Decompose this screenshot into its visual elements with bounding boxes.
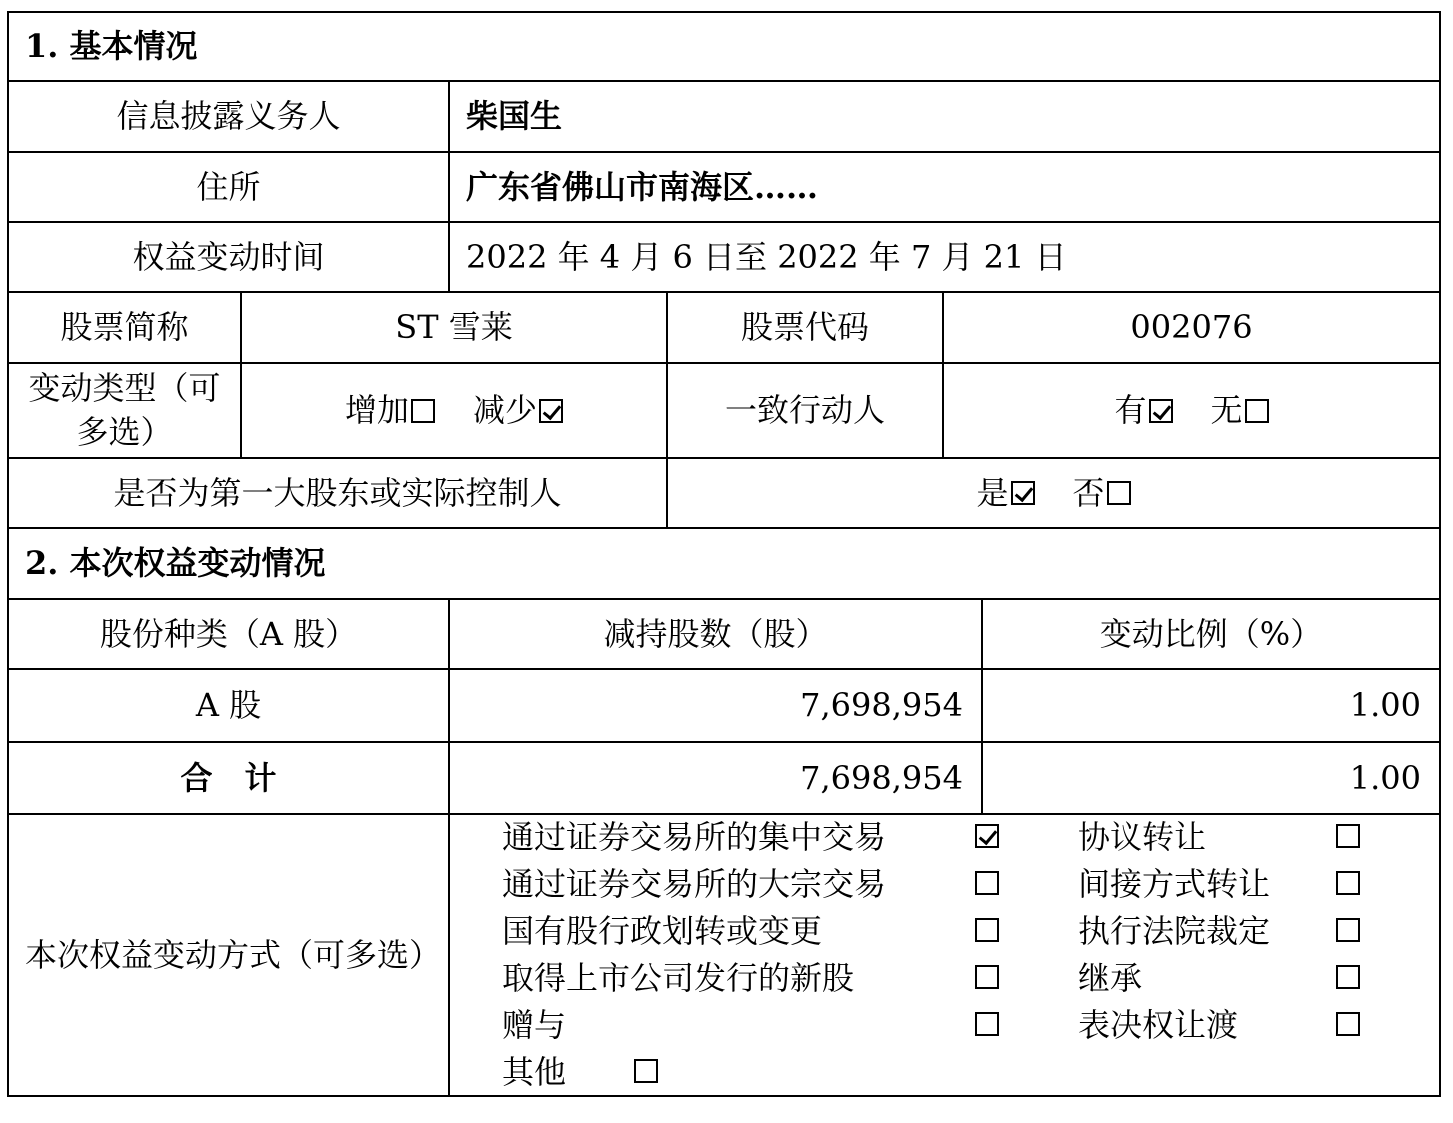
change-type-label: 变动类型（可多选） [28,369,221,451]
decrease-checkbox[interactable] [539,399,563,423]
increase-checkbox[interactable] [411,399,435,423]
method-checkbox-other[interactable] [634,1059,658,1083]
change-time-value: 2022 年 4 月 6 日至 2022 年 7 月 21 日 [466,237,1067,276]
method-checkbox-gift[interactable] [975,1012,999,1036]
total-shares-value: 7,698,954 [800,758,963,797]
method-option-label: 间接方式转让 [1078,865,1271,903]
rule [7,1095,1441,1097]
change-time-label: 权益变动时间 [132,237,325,276]
method-checkbox-block-trade[interactable] [975,871,999,895]
controller-yes-label: 是 [976,473,1009,512]
change-type-options [242,364,666,457]
address-label: 住所 [196,167,261,206]
reduced-shares-header: 减持股数（股） [603,614,828,653]
controller-no-label: 否 [1072,473,1105,512]
share-type-header: 股份种类（A 股） [99,614,358,653]
change-ratio-header: 变动比例（%） [1099,614,1323,653]
increase-option-label: 增加 [344,391,409,430]
concert-no-checkbox[interactable] [1245,399,1269,423]
stock-name-value: ST 雪莱 [395,308,513,347]
section1-title: 1. 基本情况 [25,27,198,66]
method-checkbox-inheritance[interactable] [1336,965,1360,989]
controller-label: 是否为第一大股东或实际控制人 [113,473,562,512]
method-checkbox-new-shares[interactable] [975,965,999,989]
method-option-label: 表决权让渡 [1078,1006,1239,1044]
concert-options [944,364,1439,457]
change-ratio-value: 1.00 [1349,686,1421,725]
change-method-label: 本次权益变动方式（可多选） [25,935,442,974]
method-checkbox-indirect[interactable] [1336,871,1360,895]
concert-yes-label: 有 [1114,391,1147,430]
concert-label: 一致行动人 [724,391,885,430]
method-option-label: 赠与 [502,1006,567,1044]
method-checkbox-state-transfer[interactable] [975,918,999,942]
stock-name-label: 股票简称 [60,308,189,347]
method-checkbox-agreement[interactable] [1336,824,1360,848]
method-option-label: 国有股行政划转或变更 [502,912,823,950]
controller-options [668,459,1439,527]
controller-yes-checkbox[interactable] [1011,481,1035,505]
share-type-value: A 股 [195,686,262,725]
disclosure-table [7,11,1441,1097]
controller-no-checkbox[interactable] [1107,481,1131,505]
concert-no-label: 无 [1210,391,1243,430]
stock-code-value: 002076 [1130,308,1253,347]
method-option-label: 执行法院裁定 [1078,912,1271,950]
discloser-value: 柴国生 [466,97,563,136]
reduced-shares-value: 7,698,954 [800,686,963,725]
address-value: 广东省佛山市南海区…… [466,167,819,206]
total-label: 合 计 [180,758,277,797]
decrease-option-label: 减少 [473,391,538,430]
method-option-label: 通过证券交易所的大宗交易 [502,865,887,903]
stock-code-label: 股票代码 [740,308,869,347]
rule [1439,11,1441,1097]
method-option-label: 继承 [1078,959,1143,997]
method-option-label: 协议转让 [1078,818,1207,856]
method-option-label: 其他 [502,1053,567,1091]
discloser-label: 信息披露义务人 [116,97,341,136]
section2-title: 2. 本次权益变动情况 [25,544,326,583]
total-ratio-value: 1.00 [1349,758,1421,797]
method-checkbox-court-ruling[interactable] [1336,918,1360,942]
method-option-label: 通过证券交易所的集中交易 [502,818,887,856]
method-option-label: 取得上市公司发行的新股 [502,959,855,997]
concert-yes-checkbox[interactable] [1149,399,1173,423]
method-checkbox-centralized[interactable] [975,824,999,848]
method-checkbox-voting-transfer[interactable] [1336,1012,1360,1036]
